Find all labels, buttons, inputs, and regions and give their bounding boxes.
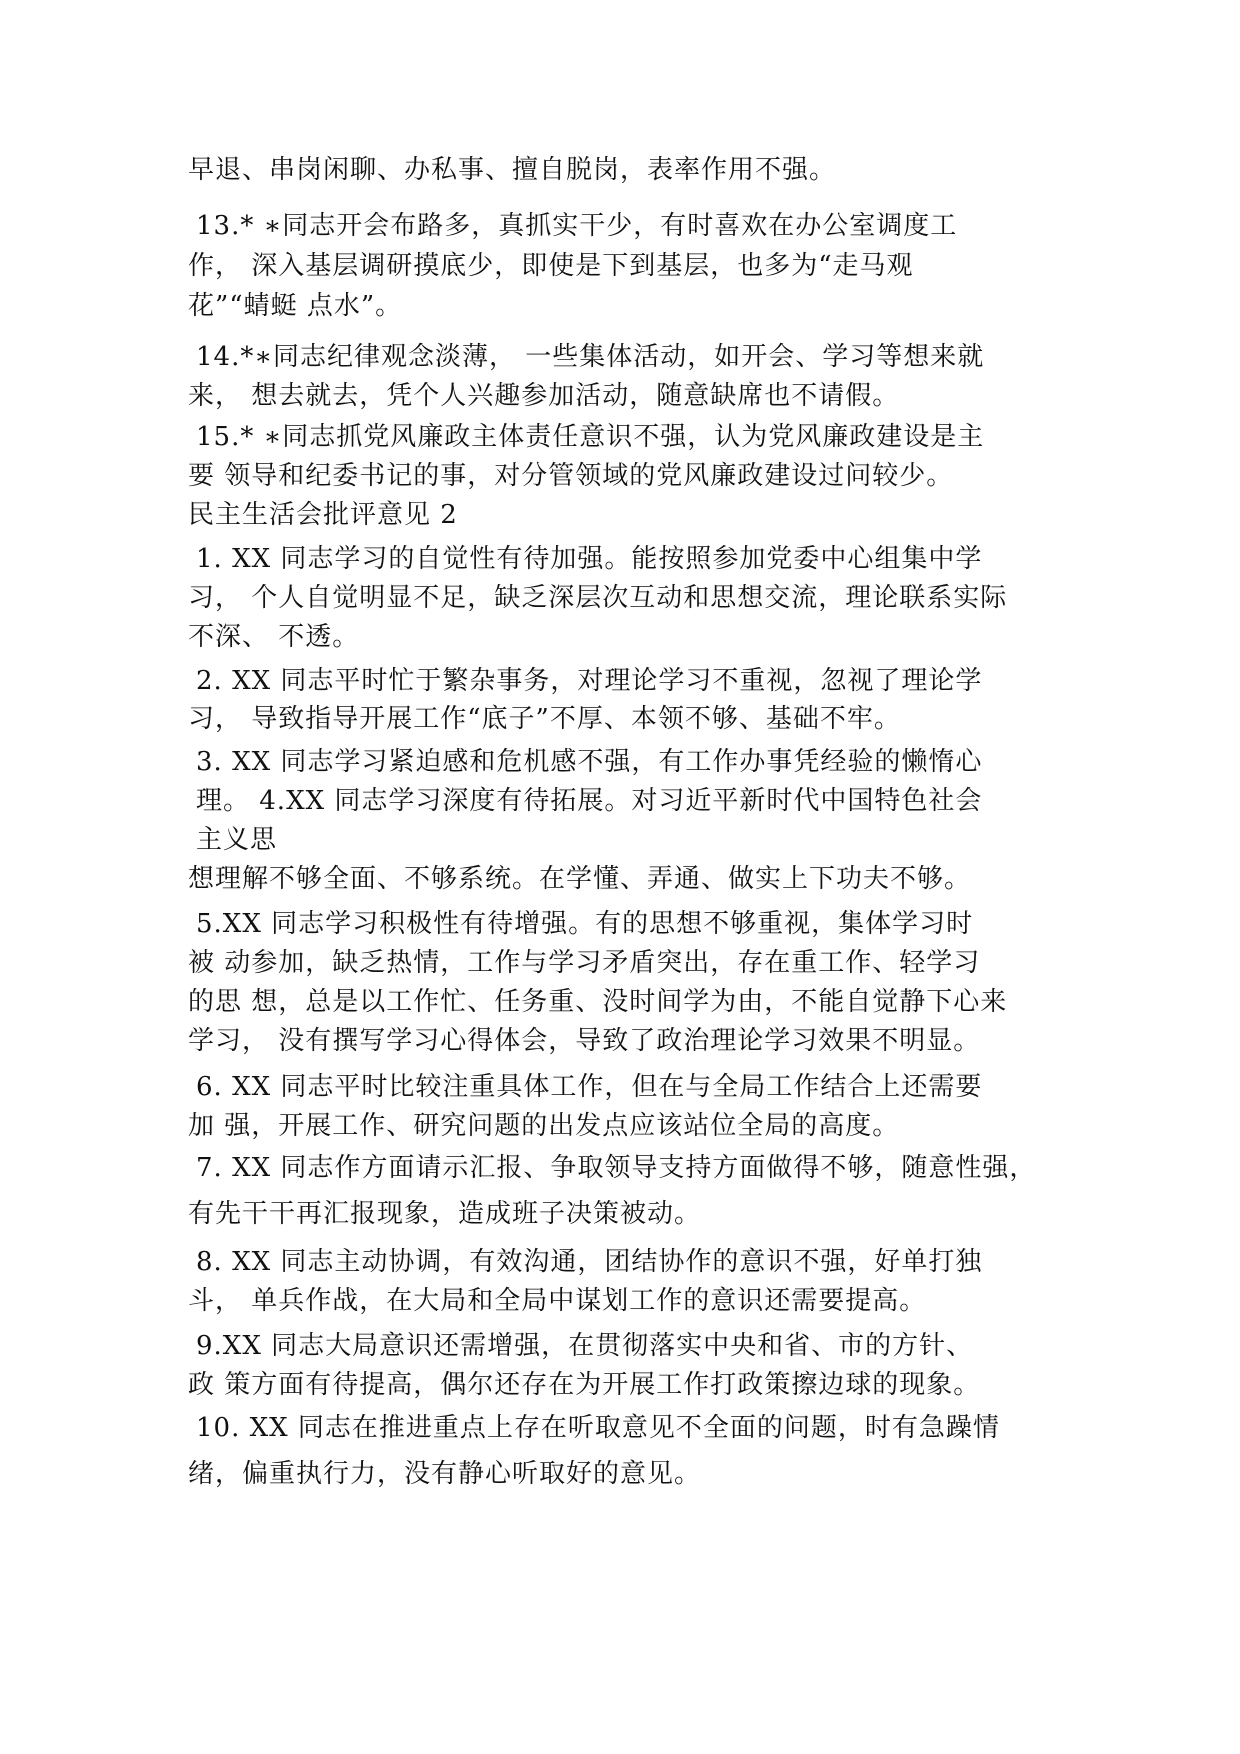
text-line: 的思 想，总是以工作忙、任务重、没时间学为由，不能自觉静下心来 (188, 987, 1008, 1017)
text-line: 15.* ∗同志抓党风廉政主体责任意识不强，认为党风廉政建设是主 (196, 422, 985, 452)
text-line: 13.* ∗同志开会布路多，真抓实干少，有时喜欢在办公室调度工 (196, 211, 958, 241)
text-line: 主义思 (196, 825, 278, 855)
text-line: 花”“蜻蜓 点水”。 (188, 291, 403, 321)
text-line: 有先干干再汇报现象，造成班子决策被动。 (188, 1199, 702, 1229)
text-line: 加 强，开展工作、研究问题的出发点应该站位全局的高度。 (188, 1111, 900, 1141)
text-line: 绪，偏重执行力，没有静心听取好的意见。 (188, 1459, 702, 1489)
text-line: 习， 个人自觉明显不足，缺乏深层次互动和思想交流，理论联系实际 (188, 583, 1008, 613)
text-line: 6. XX 同志平时比较注重具体工作，但在与全局工作结合上还需要 (196, 1072, 983, 1102)
section-heading: 民主生活会批评意见 2 (188, 500, 458, 530)
text-line: 早退、串岗闲聊、办私事、擅自脱岗，表率作用不强。 (188, 155, 837, 185)
text-line: 3. XX 同志学习紧迫感和危机感不强，有工作办事凭经验的懒惰心 (196, 747, 983, 777)
text-line: 想理解不够全面、不够系统。在学懂、弄通、做实上下功夫不够。 (188, 864, 972, 894)
text-line: 学习， 没有撰写学习心得体会，导致了政治理论学习效果不明显。 (188, 1026, 981, 1056)
text-line: 14.*∗同志纪律观念淡薄， 一些集体活动，如开会、学习等想来就 (196, 342, 985, 372)
text-line: 7. XX 同志作方面请示汇报、争取领导支持方面做得不够，随意性强， (196, 1153, 1037, 1183)
text-line: 9.XX 同志大局意识还需增强，在贯彻落实中央和省、市的方针、 (196, 1331, 974, 1361)
text-line: 政 策方面有待提高，偶尔还存在为开展工作打政策擦边球的现象。 (188, 1370, 981, 1400)
text-line: 1. XX 同志学习的自觉性有待加强。能按照参加党委中心组集中学 (196, 544, 983, 574)
text-line: 10. XX 同志在推进重点上存在听取意见不全面的问题，时有急躁情 (196, 1413, 1000, 1443)
text-line: 斗， 单兵作战，在大局和全局中谋划工作的意识还需要提高。 (188, 1286, 927, 1316)
text-line: 习， 导致指导开展工作“底子”不厚、本领不够、基础不牢。 (188, 704, 901, 734)
text-line: 被 动参加，缺乏热情，工作与学习矛盾突出，存在重工作、轻学习 (188, 948, 981, 978)
text-line: 要 领导和纪委书记的事，对分管领域的党风廉政建设过问较少。 (188, 461, 954, 491)
text-line: 不深、 不透。 (188, 622, 360, 652)
text-line: 理。 4.XX 同志学习深度有待拓展。对习近平新时代中国特色社会 (196, 786, 983, 816)
text-line: 来， 想去就去，凭个人兴趣参加活动，随意缺席也不请假。 (188, 381, 900, 411)
text-line: 作， 深入基层调研摸底少，即使是下到基层，也多为“走马观 (188, 251, 914, 281)
text-line: 2. XX 同志平时忙于繁杂事务，对理论学习不重视，忽视了理论学 (196, 666, 983, 696)
text-line: 8. XX 同志主动协调，有效沟通，团结协作的意识不强，好单打独 (196, 1247, 983, 1277)
text-line: 5.XX 同志学习积极性有待增强。有的思想不够重视，集体学习时 (196, 909, 974, 939)
